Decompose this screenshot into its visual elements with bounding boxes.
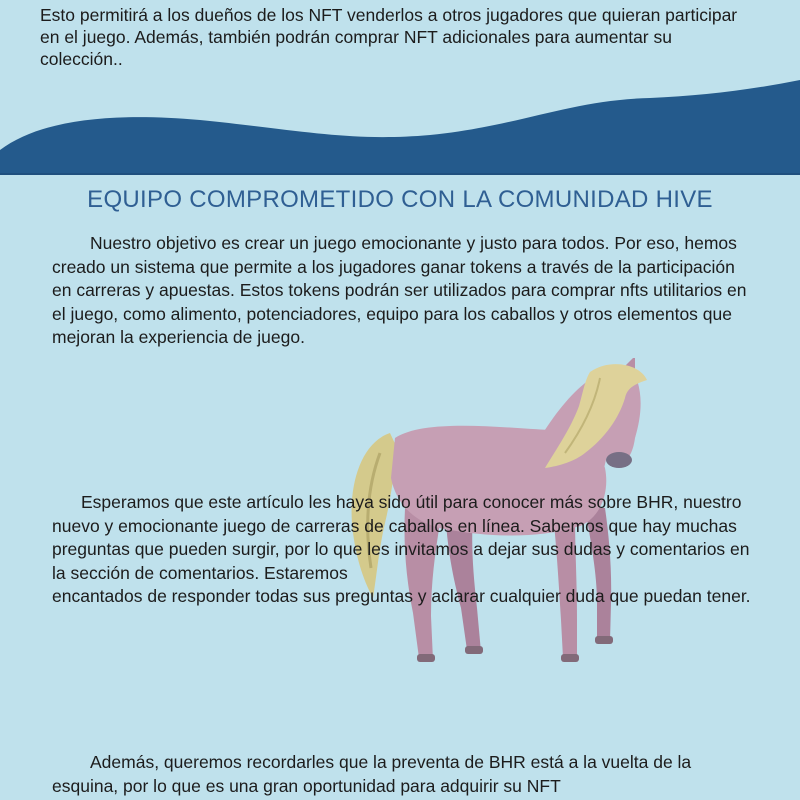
section-heading: EQUIPO COMPROMETIDO CON LA COMUNIDAD HIVE (87, 186, 713, 213)
intro-paragraph: Esto permitirá a los dueños de los NFT venderlos a otros jugadores que quieran participar en el juego. Además, también podrán comprar NFT adicionales para aumentar su colección.. (40, 5, 738, 69)
wave-divider (0, 80, 800, 175)
paragraph-objective: Nuestro objetivo es crear un juego emocionante y justo para todos. Por eso, hemos creado un sistema que permite a los jugadores ganar tokens a través de la participación en carreras y apuestas. Estos tokens podrán ser utilizados para comprar nfts utilitarios en el juego, como alimento, potenciadores, equipo para los caballos y otros elementos que mejoran la experiencia de juego. (52, 233, 747, 347)
paragraph-closing: Esperamos que este artículo les haya sido útil para conocer más sobre BHR, nuestro nuevo y emocionante juego de carreras de caballos en línea. Sabemos que hay muchas preguntas que pueden surgir, por lo que les invitamos a dejar sus dudas y comentarios en la sección de comentarios. Estaremos encantados de responder todas sus preguntas y aclarar cualquier duda que puedan tener. (52, 492, 751, 606)
paragraph-presale: Además, queremos recordarles que la preventa de BHR está a la vuelta de la esquina, por lo que es una gran oportunidad para adquirir su NFT (52, 752, 692, 796)
